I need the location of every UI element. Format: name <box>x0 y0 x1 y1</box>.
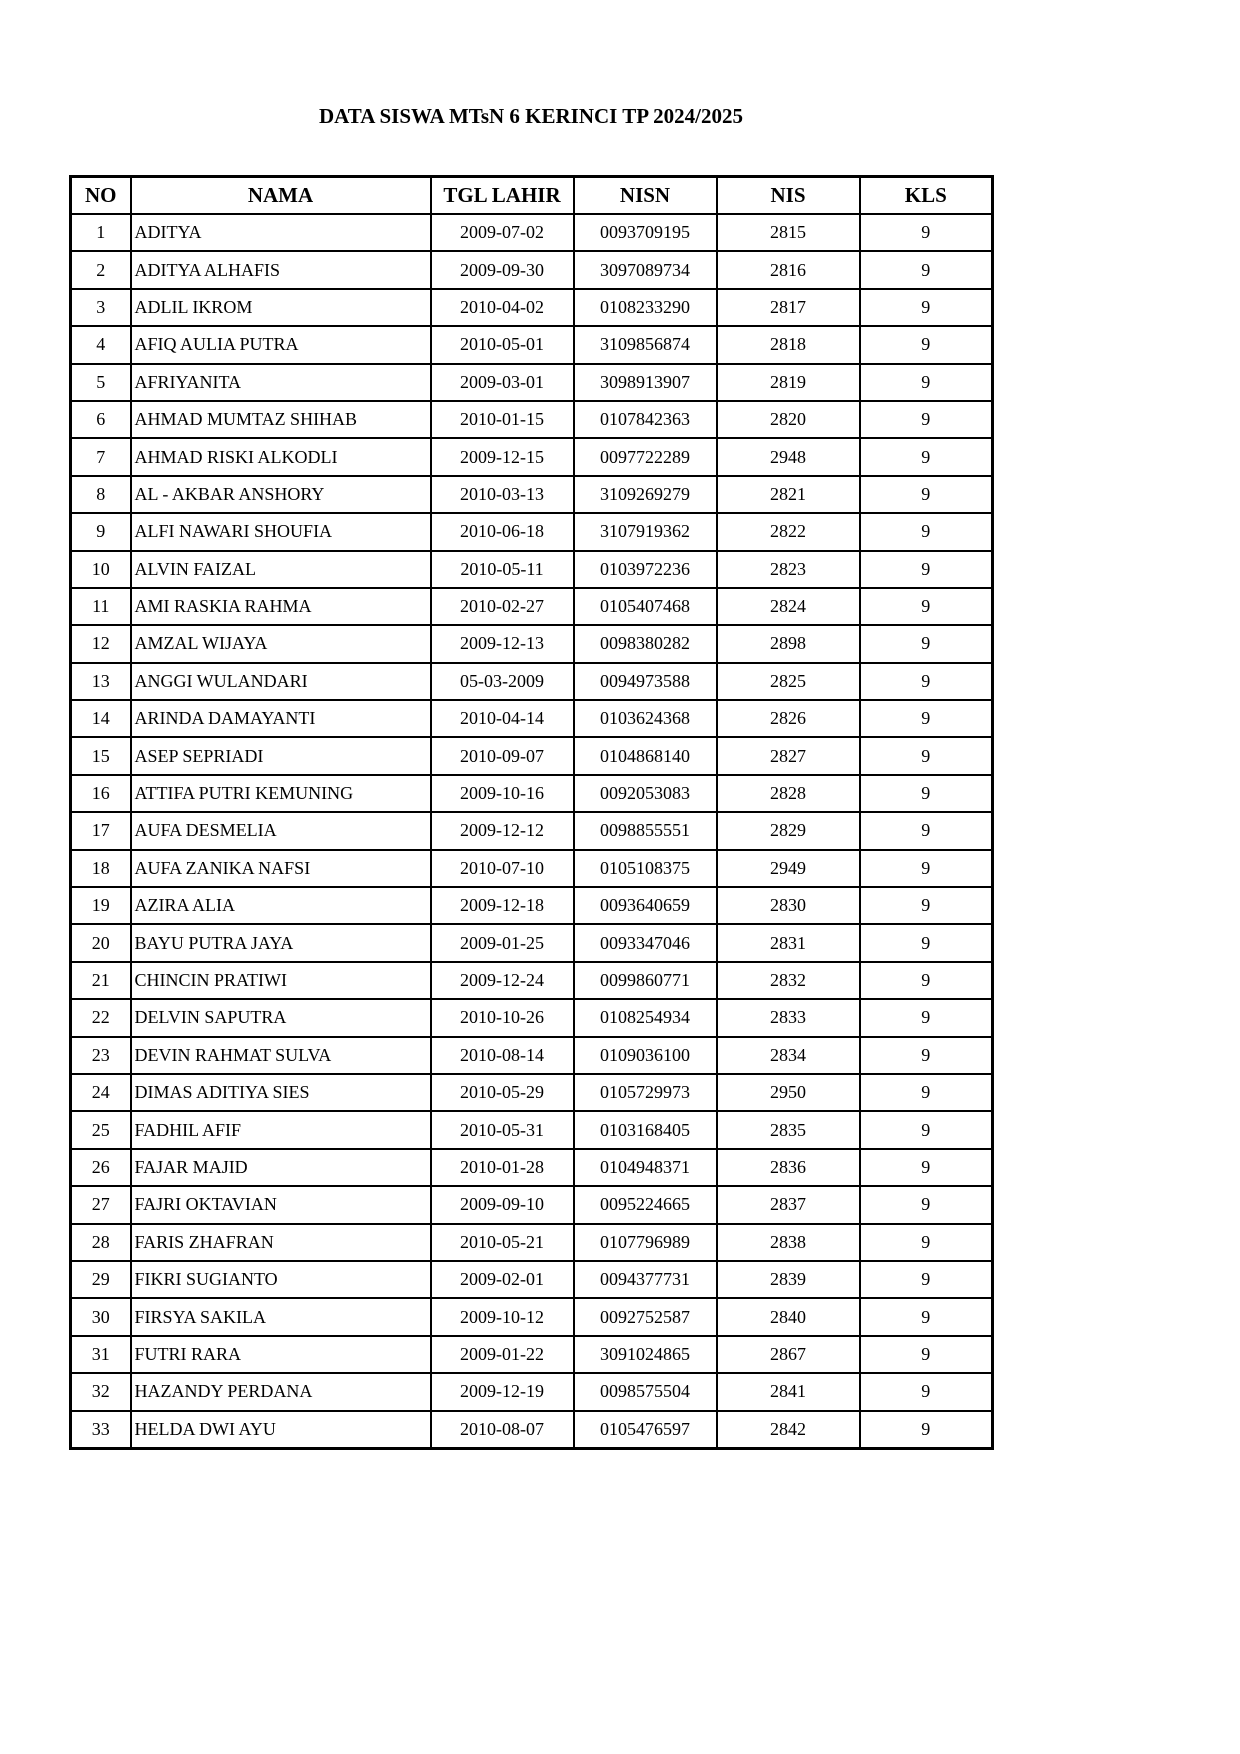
cell-nama: ADITYA ALHAFIS <box>131 251 431 288</box>
cell-no: 33 <box>71 1411 131 1449</box>
cell-tgl-lahir: 2009-12-15 <box>431 438 574 475</box>
cell-nama: FAJRI OKTAVIAN <box>131 1186 431 1223</box>
cell-nisn: 0105108375 <box>574 850 717 887</box>
cell-kls: 9 <box>860 663 993 700</box>
cell-nis: 2815 <box>717 214 860 251</box>
cell-nisn: 0093640659 <box>574 887 717 924</box>
cell-no: 21 <box>71 962 131 999</box>
cell-nama: HELDA DWI AYU <box>131 1411 431 1449</box>
cell-kls: 9 <box>860 700 993 737</box>
cell-nisn: 0093709195 <box>574 214 717 251</box>
column-header-nis: NIS <box>717 177 860 215</box>
cell-nisn: 3097089734 <box>574 251 717 288</box>
cell-nis: 2898 <box>717 625 860 662</box>
cell-tgl-lahir: 2009-07-02 <box>431 214 574 251</box>
table-row <box>71 1074 993 1111</box>
cell-nama: FADHIL AFIF <box>131 1111 431 1148</box>
cell-no: 15 <box>71 737 131 774</box>
cell-nama: ADITYA <box>131 214 431 251</box>
cell-no: 7 <box>71 438 131 475</box>
cell-nama: AMZAL WIJAYA <box>131 625 431 662</box>
cell-nis: 2950 <box>717 1074 860 1111</box>
cell-nis: 2828 <box>717 775 860 812</box>
cell-nis: 2827 <box>717 737 860 774</box>
cell-nis: 2820 <box>717 401 860 438</box>
table-row <box>71 625 993 662</box>
cell-no: 23 <box>71 1037 131 1074</box>
cell-kls: 9 <box>860 924 993 961</box>
table-row <box>71 1149 993 1186</box>
cell-nama: FIRSYA SAKILA <box>131 1298 431 1335</box>
column-header-no: NO <box>71 177 131 215</box>
cell-nis: 2838 <box>717 1224 860 1261</box>
cell-nama: ANGGI WULANDARI <box>131 663 431 700</box>
cell-tgl-lahir: 2010-04-14 <box>431 700 574 737</box>
cell-nisn: 0104948371 <box>574 1149 717 1186</box>
cell-tgl-lahir: 2010-04-02 <box>431 289 574 326</box>
cell-nisn: 0103168405 <box>574 1111 717 1148</box>
table-row <box>71 663 993 700</box>
cell-tgl-lahir: 2009-03-01 <box>431 364 574 401</box>
cell-no: 8 <box>71 476 131 513</box>
document-title: DATA SISWA MTsN 6 KERINCI TP 2024/2025 <box>319 104 743 128</box>
cell-nis: 2841 <box>717 1373 860 1410</box>
cell-tgl-lahir: 2010-05-11 <box>431 551 574 588</box>
cell-tgl-lahir: 2009-12-18 <box>431 887 574 924</box>
cell-nis: 2867 <box>717 1336 860 1373</box>
cell-no: 24 <box>71 1074 131 1111</box>
cell-tgl-lahir: 2010-08-14 <box>431 1037 574 1074</box>
cell-kls: 9 <box>860 289 993 326</box>
cell-kls: 9 <box>860 1037 993 1074</box>
cell-tgl-lahir: 2009-01-25 <box>431 924 574 961</box>
cell-nama: AUFA ZANIKA NAFSI <box>131 850 431 887</box>
cell-nisn: 0105729973 <box>574 1074 717 1111</box>
table-row <box>71 401 993 438</box>
cell-kls: 9 <box>860 775 993 812</box>
cell-no: 4 <box>71 326 131 363</box>
cell-nis: 2831 <box>717 924 860 961</box>
cell-tgl-lahir: 2010-08-07 <box>431 1411 574 1449</box>
table-row <box>71 1111 993 1148</box>
table-row <box>71 1298 993 1335</box>
cell-nis: 2830 <box>717 887 860 924</box>
cell-kls: 9 <box>860 1411 993 1449</box>
cell-kls: 9 <box>860 588 993 625</box>
cell-nama: AHMAD RISKI ALKODLI <box>131 438 431 475</box>
column-header-tgl-lahir: TGL LAHIR <box>431 177 574 215</box>
column-header-nama: NAMA <box>131 177 431 215</box>
table-row <box>71 438 993 475</box>
cell-nisn: 0095224665 <box>574 1186 717 1223</box>
table-row <box>71 551 993 588</box>
cell-kls: 9 <box>860 999 993 1036</box>
cell-nama: ARINDA DAMAYANTI <box>131 700 431 737</box>
cell-no: 31 <box>71 1336 131 1373</box>
cell-tgl-lahir: 2010-06-18 <box>431 513 574 550</box>
cell-kls: 9 <box>860 962 993 999</box>
cell-nama: HAZANDY PERDANA <box>131 1373 431 1410</box>
cell-nama: FAJAR MAJID <box>131 1149 431 1186</box>
cell-kls: 9 <box>860 513 993 550</box>
cell-no: 19 <box>71 887 131 924</box>
cell-nisn: 3098913907 <box>574 364 717 401</box>
cell-nama: AUFA DESMELIA <box>131 812 431 849</box>
cell-nisn: 0098380282 <box>574 625 717 662</box>
cell-kls: 9 <box>860 850 993 887</box>
cell-no: 32 <box>71 1373 131 1410</box>
cell-kls: 9 <box>860 214 993 251</box>
cell-tgl-lahir: 2010-01-15 <box>431 401 574 438</box>
table-row <box>71 700 993 737</box>
cell-no: 16 <box>71 775 131 812</box>
cell-tgl-lahir: 2009-12-24 <box>431 962 574 999</box>
cell-nisn: 0092752587 <box>574 1298 717 1335</box>
cell-nis: 2819 <box>717 364 860 401</box>
cell-nis: 2821 <box>717 476 860 513</box>
cell-nama: ALFI NAWARI SHOUFIA <box>131 513 431 550</box>
cell-nis: 2842 <box>717 1411 860 1449</box>
cell-no: 20 <box>71 924 131 961</box>
cell-nisn: 0092053083 <box>574 775 717 812</box>
cell-no: 28 <box>71 1224 131 1261</box>
cell-nama: AHMAD MUMTAZ SHIHAB <box>131 401 431 438</box>
cell-nama: FARIS ZHAFRAN <box>131 1224 431 1261</box>
cell-nisn: 0103972236 <box>574 551 717 588</box>
cell-tgl-lahir: 2010-07-10 <box>431 850 574 887</box>
cell-nis: 2822 <box>717 513 860 550</box>
cell-no: 1 <box>71 214 131 251</box>
table-row <box>71 588 993 625</box>
cell-kls: 9 <box>860 625 993 662</box>
cell-kls: 9 <box>860 887 993 924</box>
cell-kls: 9 <box>860 1298 993 1335</box>
cell-nisn: 0097722289 <box>574 438 717 475</box>
cell-nis: 2824 <box>717 588 860 625</box>
cell-nis: 2825 <box>717 663 860 700</box>
table-row <box>71 999 993 1036</box>
cell-kls: 9 <box>860 551 993 588</box>
cell-tgl-lahir: 2009-02-01 <box>431 1261 574 1298</box>
cell-nama: ASEP SEPRIADI <box>131 737 431 774</box>
table-row <box>71 1336 993 1373</box>
cell-nisn: 0105476597 <box>574 1411 717 1449</box>
table-row <box>71 289 993 326</box>
cell-nisn: 0099860771 <box>574 962 717 999</box>
cell-no: 27 <box>71 1186 131 1223</box>
cell-nama: FIKRI SUGIANTO <box>131 1261 431 1298</box>
cell-kls: 9 <box>860 1373 993 1410</box>
cell-nis: 2949 <box>717 850 860 887</box>
table-header-row <box>71 177 993 215</box>
cell-no: 25 <box>71 1111 131 1148</box>
cell-nama: DELVIN SAPUTRA <box>131 999 431 1036</box>
cell-nisn: 3107919362 <box>574 513 717 550</box>
cell-tgl-lahir: 2009-10-16 <box>431 775 574 812</box>
cell-tgl-lahir: 2009-12-19 <box>431 1373 574 1410</box>
cell-nis: 2816 <box>717 251 860 288</box>
column-header-kls: KLS <box>860 177 993 215</box>
cell-kls: 9 <box>860 326 993 363</box>
cell-tgl-lahir: 2009-09-30 <box>431 251 574 288</box>
cell-nisn: 0098575504 <box>574 1373 717 1410</box>
cell-tgl-lahir: 2010-05-21 <box>431 1224 574 1261</box>
cell-no: 9 <box>71 513 131 550</box>
cell-kls: 9 <box>860 364 993 401</box>
cell-nisn: 0109036100 <box>574 1037 717 1074</box>
cell-nisn: 0094973588 <box>574 663 717 700</box>
cell-nis: 2826 <box>717 700 860 737</box>
cell-kls: 9 <box>860 1336 993 1373</box>
cell-kls: 9 <box>860 812 993 849</box>
cell-nis: 2839 <box>717 1261 860 1298</box>
table-row <box>71 1037 993 1074</box>
cell-nis: 2817 <box>717 289 860 326</box>
cell-no: 2 <box>71 251 131 288</box>
cell-nis: 2835 <box>717 1111 860 1148</box>
cell-kls: 9 <box>860 1224 993 1261</box>
cell-nisn: 0107796989 <box>574 1224 717 1261</box>
cell-nis: 2948 <box>717 438 860 475</box>
cell-no: 26 <box>71 1149 131 1186</box>
cell-nis: 2834 <box>717 1037 860 1074</box>
table-row <box>71 775 993 812</box>
cell-nama: DIMAS ADITIYA SIES <box>131 1074 431 1111</box>
cell-no: 14 <box>71 700 131 737</box>
cell-no: 29 <box>71 1261 131 1298</box>
cell-kls: 9 <box>860 1149 993 1186</box>
table-row <box>71 513 993 550</box>
student-table <box>69 175 994 1450</box>
cell-no: 11 <box>71 588 131 625</box>
cell-nis: 2832 <box>717 962 860 999</box>
table-row <box>71 326 993 363</box>
cell-kls: 9 <box>860 1074 993 1111</box>
cell-kls: 9 <box>860 251 993 288</box>
cell-tgl-lahir: 2010-05-31 <box>431 1111 574 1148</box>
table-row <box>71 737 993 774</box>
cell-nama: ADLIL IKROM <box>131 289 431 326</box>
cell-nama: AFRIYANITA <box>131 364 431 401</box>
cell-nama: CHINCIN PRATIWI <box>131 962 431 999</box>
cell-nisn: 0108233290 <box>574 289 717 326</box>
cell-nis: 2829 <box>717 812 860 849</box>
table-row <box>71 962 993 999</box>
cell-tgl-lahir: 2010-10-26 <box>431 999 574 1036</box>
table-row <box>71 251 993 288</box>
table-row <box>71 1224 993 1261</box>
cell-nama: BAYU PUTRA JAYA <box>131 924 431 961</box>
cell-nisn: 0094377731 <box>574 1261 717 1298</box>
cell-nis: 2840 <box>717 1298 860 1335</box>
cell-nis: 2833 <box>717 999 860 1036</box>
table-row <box>71 812 993 849</box>
cell-nama: AL - AKBAR ANSHORY <box>131 476 431 513</box>
cell-kls: 9 <box>860 1186 993 1223</box>
table-row <box>71 850 993 887</box>
cell-nisn: 0107842363 <box>574 401 717 438</box>
cell-kls: 9 <box>860 476 993 513</box>
cell-no: 12 <box>71 625 131 662</box>
cell-tgl-lahir: 2010-02-27 <box>431 588 574 625</box>
cell-no: 13 <box>71 663 131 700</box>
cell-nis: 2836 <box>717 1149 860 1186</box>
table-row <box>71 924 993 961</box>
cell-nis: 2823 <box>717 551 860 588</box>
cell-nama: FUTRI RARA <box>131 1336 431 1373</box>
cell-tgl-lahir: 2009-01-22 <box>431 1336 574 1373</box>
cell-kls: 9 <box>860 1111 993 1148</box>
cell-nisn: 3109856874 <box>574 326 717 363</box>
cell-tgl-lahir: 2010-03-13 <box>431 476 574 513</box>
cell-tgl-lahir: 2010-05-01 <box>431 326 574 363</box>
cell-no: 6 <box>71 401 131 438</box>
cell-kls: 9 <box>860 401 993 438</box>
table-row <box>71 887 993 924</box>
cell-no: 5 <box>71 364 131 401</box>
cell-nisn: 0105407468 <box>574 588 717 625</box>
table-row <box>71 1373 993 1410</box>
cell-nis: 2837 <box>717 1186 860 1223</box>
cell-nama: AMI RASKIA RAHMA <box>131 588 431 625</box>
cell-nama: DEVIN RAHMAT SULVA <box>131 1037 431 1074</box>
cell-nama: ALVIN FAIZAL <box>131 551 431 588</box>
cell-tgl-lahir: 2010-05-29 <box>431 1074 574 1111</box>
cell-no: 10 <box>71 551 131 588</box>
cell-kls: 9 <box>860 438 993 475</box>
cell-no: 3 <box>71 289 131 326</box>
cell-nama: ATTIFA PUTRI KEMUNING <box>131 775 431 812</box>
table-row <box>71 364 993 401</box>
cell-kls: 9 <box>860 737 993 774</box>
table-row <box>71 1186 993 1223</box>
cell-nisn: 3091024865 <box>574 1336 717 1373</box>
cell-nisn: 0093347046 <box>574 924 717 961</box>
cell-tgl-lahir: 2010-09-07 <box>431 737 574 774</box>
cell-kls: 9 <box>860 1261 993 1298</box>
cell-no: 17 <box>71 812 131 849</box>
cell-nis: 2818 <box>717 326 860 363</box>
cell-tgl-lahir: 2009-09-10 <box>431 1186 574 1223</box>
cell-no: 18 <box>71 850 131 887</box>
cell-tgl-lahir: 05-03-2009 <box>431 663 574 700</box>
cell-tgl-lahir: 2010-01-28 <box>431 1149 574 1186</box>
cell-tgl-lahir: 2009-12-12 <box>431 812 574 849</box>
cell-nisn: 0098855551 <box>574 812 717 849</box>
cell-no: 22 <box>71 999 131 1036</box>
cell-nisn: 0104868140 <box>574 737 717 774</box>
table-row <box>71 214 993 251</box>
cell-no: 30 <box>71 1298 131 1335</box>
column-header-nisn: NISN <box>574 177 717 215</box>
cell-nisn: 3109269279 <box>574 476 717 513</box>
table-row <box>71 476 993 513</box>
table-row <box>71 1411 993 1449</box>
cell-nisn: 0108254934 <box>574 999 717 1036</box>
cell-tgl-lahir: 2009-10-12 <box>431 1298 574 1335</box>
cell-nisn: 0103624368 <box>574 700 717 737</box>
cell-nama: AFIQ AULIA PUTRA <box>131 326 431 363</box>
cell-nama: AZIRA ALIA <box>131 887 431 924</box>
table-row <box>71 1261 993 1298</box>
cell-tgl-lahir: 2009-12-13 <box>431 625 574 662</box>
